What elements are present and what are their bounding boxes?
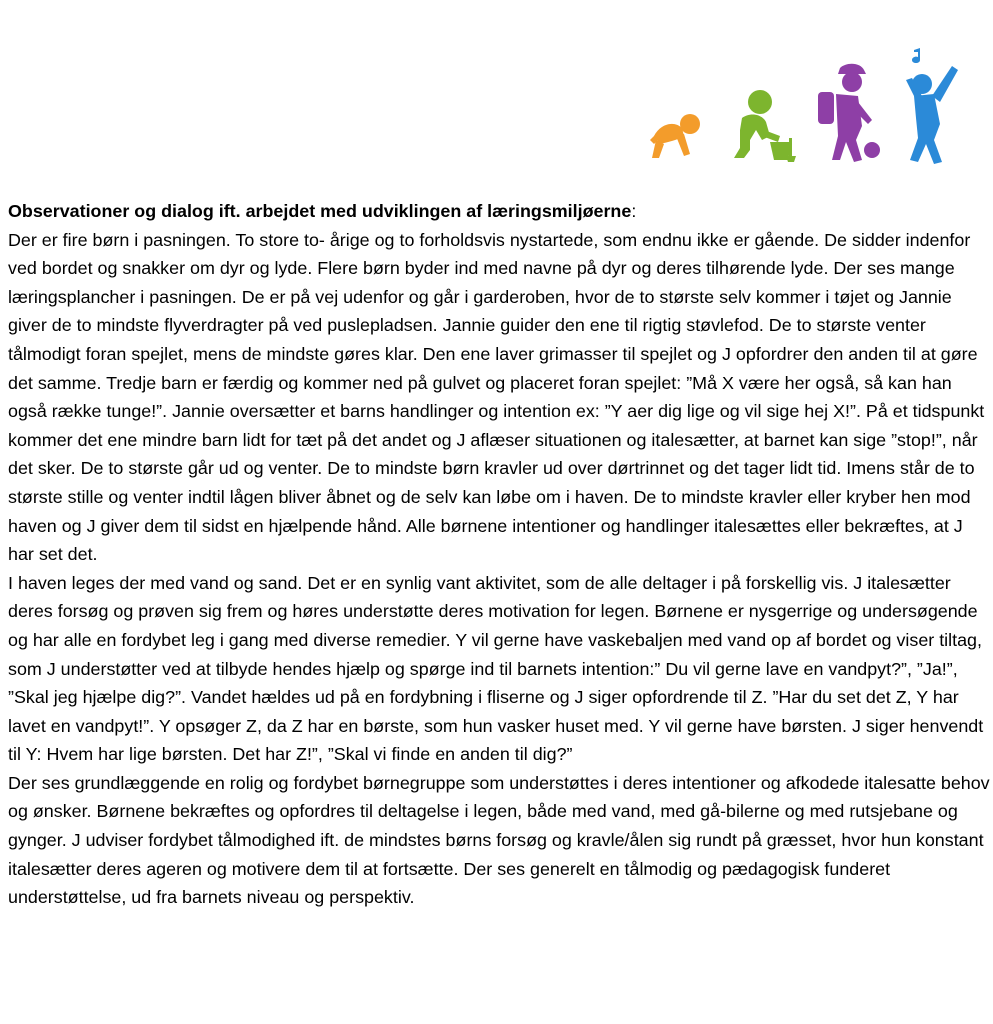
- document-heading: Observationer og dialog ift. arbejdet med udviklingen af læringsmiljøerne: [8, 201, 632, 221]
- walking-child-backpack-ball-icon: [818, 64, 880, 162]
- observation-document: [8, 197, 993, 912]
- document-heading-line: [8, 197, 993, 226]
- paragraph-garden-observation: I haven leges der med vand og sand. Det er en synlig vant aktivitet, som de alle deltager i på forskellig vis. J italesætter deres forsøg og prøven sig frem og høres understøtte deres motivation for legen. Børnene er nysgerrige og undersøgende og har alle en fordybet leg i gang med diverse remedier. Y vil gerne have vaskebaljen med vand op af bordet og viser tiltag, som J understøtter ved at tilbyde hendes hjælp og spørge ind til barnets intention:” Du vil gerne lave en vandpyt?”, ”Ja!”, ”Skal jeg hjælpe dig?”. Vandet hældes ud på en fordybning i fliserne og J siger opfordrende til Z. ”Har du set det Z, Y har lavet en vandpyt!”. Y opsøger Z, da Z har en børste, som hun vasker huset med. Y vil gerne have børsten. J siger henvendt til Y: Hvem har lige børsten. Det har Z!”, ”Skal vi finde en anden til dig?”: [8, 572, 984, 765]
- crawling-baby-icon: [650, 114, 700, 158]
- paragraph-indoor-observation: Der er fire børn i pasningen. To store to- årige og to forholdsvis nystartede, som endnu ikke er gående. De sidder indenfor ved bordet og snakker om dyr og lyde. Flere børn byder ind med navne på dyr og deres tilhørende lyde. Der ses mange læringsplancher i pasningen. De er på vej udenfor og går i garderoben, hvor de to største selv kommer i tøjet og Jannie giver de to mindste flyverdragter på ved puslepladsen. Jannie guider den ene til rigtig støvlefod. De to største venter tålmodigt foran spejlet, mens de mindste gøres klar. Den ene laver grimasser til spejlet og J opfordrer den anden til at gøre det samme. Tredje barn er færdig og kommer ned på gulvet og placeret foran spejlet: ”Må X være her også, så kan han også række tunge!”. Jannie oversætter et barns handlinger og intention ex: ”Y aer dig lige og vil sige hej X!”. På et tidspunkt kommer det ene mindre barn lidt for tæt på det andet og J aflæser situationen og italesætter, at barnet kan sige ”stop!”, når det sker. De to største går ud og venter. De to mindste børn kravler ud over dørtrinnet og det tager lidt tid. Imens står de to største stille og venter indtil lågen bliver åbnet og de selv kan løbe om i haven. De to mindste kravler eller kryber hen mod haven og J giver dem til sidst en hjælpende hånd. Alle børnene intentioner og handlinger italesættes eller bekræftes, at J har set det.: [8, 229, 985, 565]
- heading-colon: :: [631, 201, 637, 221]
- kneeling-child-bucket-icon: [734, 90, 796, 162]
- development-stages-logo: [646, 44, 966, 168]
- paragraph-summary: Der ses grundlæggende en rolig og fordybet børnegruppe som understøttes i deres intentioner og afkodede italesatte behov og ønsker. Børnene bekræftes og opfordres til deltagelse i legen, både med vand, med gå-bilerne og med rutsjebane og gynger. J udviser fordybet tålmodighed ift. de mindstes børns forsøg og kravle/ålen sig rundt på græsset, hvor hun konstant italesætter deres ageren og motivere dem til at fortsætte. Der ses generelt en tålmodig og pædagogisk funderet understøttelse, ud fra barnets niveau og perspektiv.: [8, 772, 990, 908]
- dancing-youth-music-icon: [906, 48, 958, 164]
